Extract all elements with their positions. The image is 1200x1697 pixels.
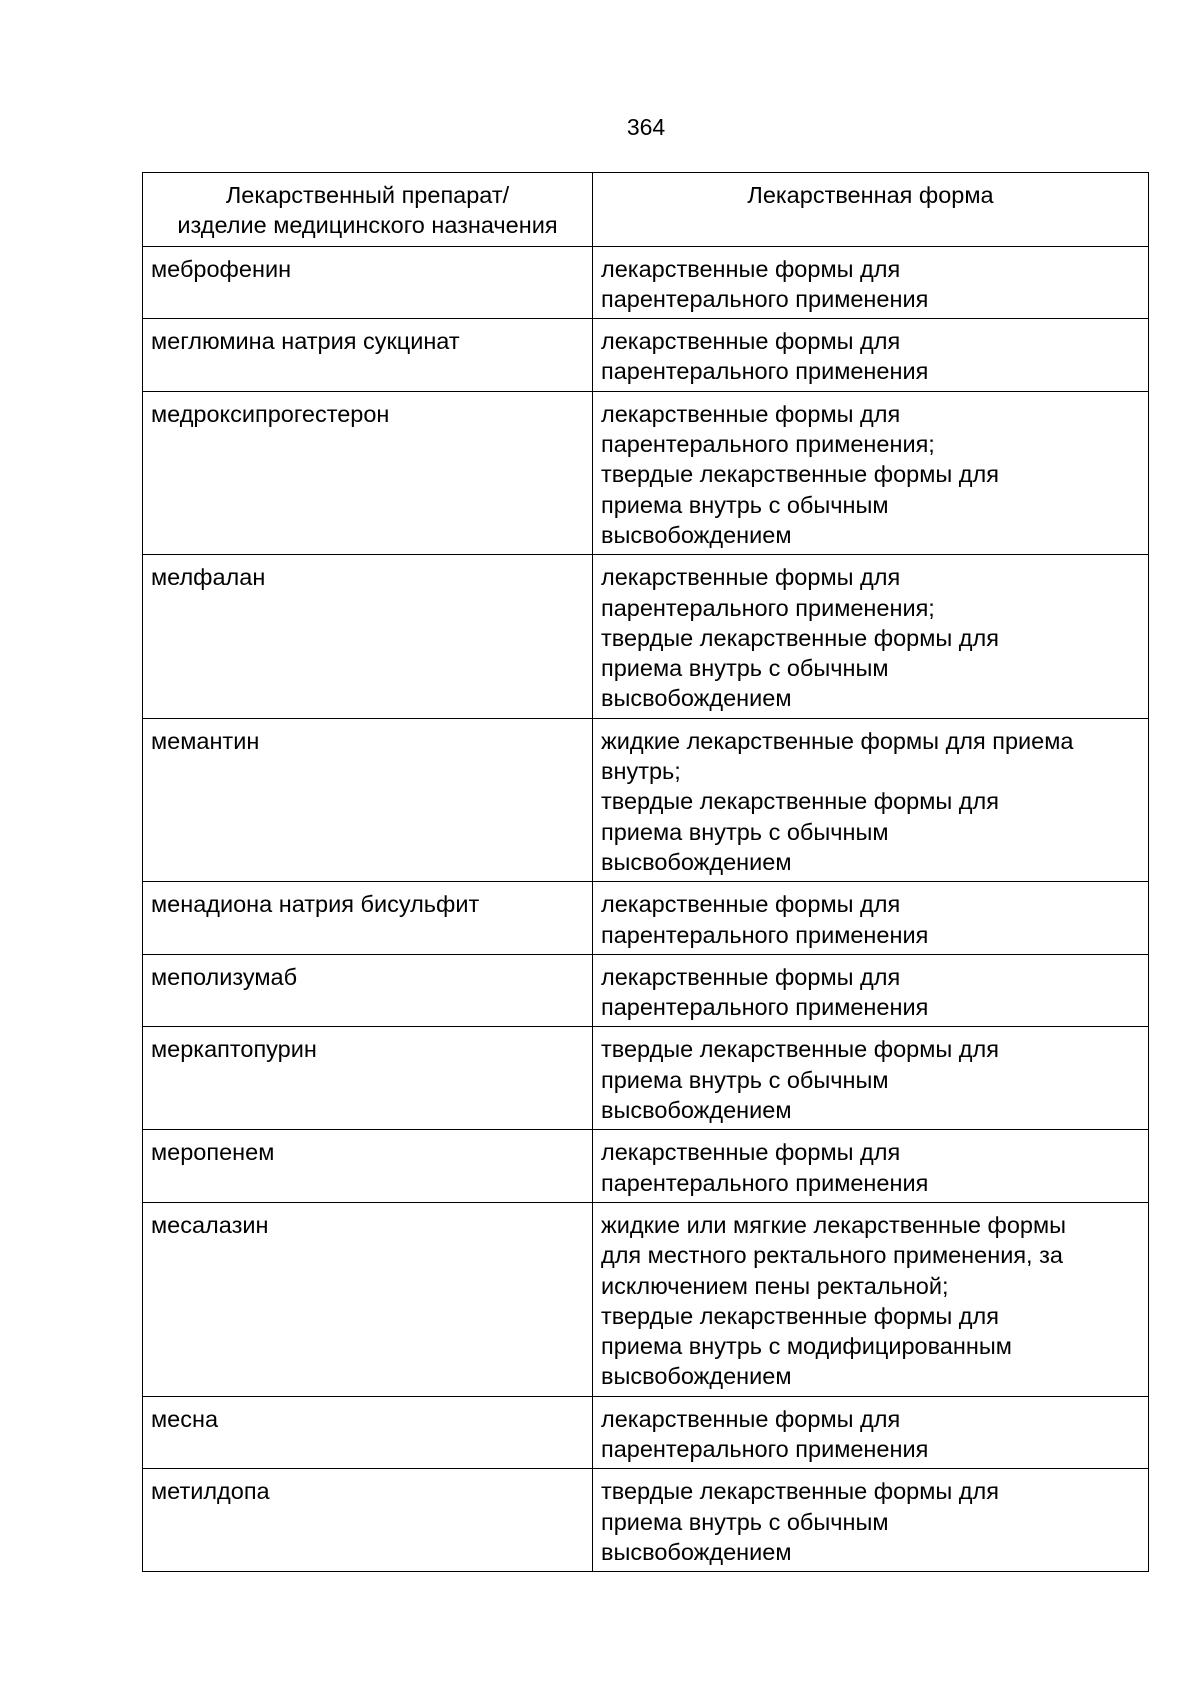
dosage-form-cell xyxy=(593,718,1149,881)
table-header-row xyxy=(143,173,1149,247)
dosage-form-line: твердые лекарственные формы для xyxy=(601,1478,999,1505)
header-drug xyxy=(143,173,593,247)
dosage-form-line: лекарственные формы для xyxy=(601,963,901,990)
dosage-form-cell xyxy=(593,1469,1149,1572)
drug-name-cell xyxy=(143,391,593,554)
table-row xyxy=(143,391,1149,554)
dosage-form-line: высвобождением xyxy=(601,1538,792,1565)
dosage-form-line: твердые лекарственные формы для xyxy=(601,1302,999,1329)
dosage-form-cell xyxy=(593,555,1149,718)
drug-name: меполизумаб xyxy=(151,963,298,990)
dosage-form-line: парентерального применения; xyxy=(601,431,935,458)
table-row xyxy=(143,555,1149,718)
table-body xyxy=(143,246,1149,1572)
drug-name: месна xyxy=(151,1405,219,1432)
dosage-form-line: для местного ректального применения, за xyxy=(601,1242,1063,1269)
dosage-form-line: исключением пены ректальной; xyxy=(601,1272,949,1299)
dosage-form-line: лекарственные формы для xyxy=(601,328,901,355)
dosage-form-cell xyxy=(593,319,1149,392)
dosage-form-line: внутрь; xyxy=(601,758,681,785)
dosage-form-line: приема внутрь с обычным xyxy=(601,491,889,518)
dosage-form-line: лекарственные формы для xyxy=(601,891,901,918)
drug-name: меглюмина натрия сукцинат xyxy=(151,328,460,355)
header-form-line: Лекарственная форма xyxy=(747,182,994,208)
dosage-form-line: высвобождением xyxy=(601,848,792,875)
dosage-form-line: приема внутрь с обычным xyxy=(601,818,889,845)
drug-name-cell xyxy=(143,718,593,881)
table-row xyxy=(143,1130,1149,1203)
dosage-form-line: твердые лекарственные формы для xyxy=(601,1036,999,1063)
table-row xyxy=(143,1027,1149,1130)
drug-name: месалазин xyxy=(151,1211,269,1238)
dosage-form-line: высвобождением xyxy=(601,1097,792,1124)
dosage-form-line: лекарственные формы для xyxy=(601,1405,901,1432)
dosage-form-line: парентерального применения xyxy=(601,994,929,1021)
drug-name: медроксипрогестерон xyxy=(151,400,390,427)
dosage-form-line: лекарственные формы для xyxy=(601,255,901,282)
dosage-form-line: лекарственные формы для xyxy=(601,564,901,591)
dosage-form-cell xyxy=(593,391,1149,554)
table-row xyxy=(143,1396,1149,1469)
table-row xyxy=(143,718,1149,881)
dosage-form-line: парентерального применения xyxy=(601,921,929,948)
drug-name-cell xyxy=(143,555,593,718)
table-row xyxy=(143,1202,1149,1396)
drug-name-cell xyxy=(143,1469,593,1572)
drug-name-cell xyxy=(143,1202,593,1396)
table-row xyxy=(143,1469,1149,1572)
drug-name: менадиона натрия бисульфит xyxy=(151,891,480,918)
drug-name: меркаптопурин xyxy=(151,1036,317,1063)
dosage-form-line: жидкие или мягкие лекарственные формы xyxy=(601,1211,1067,1238)
dosage-form-line: приема внутрь с обычным xyxy=(601,655,889,682)
drug-name: меброфенин xyxy=(151,255,292,282)
drug-name: меропенем xyxy=(151,1139,275,1166)
drug-name-cell xyxy=(143,1130,593,1203)
dosage-form-line: парентерального применения xyxy=(601,358,929,385)
dosage-form-line: парентерального применения; xyxy=(601,594,935,621)
dosage-form-cell xyxy=(593,1396,1149,1469)
table-row xyxy=(143,954,1149,1027)
dosage-form-line: высвобождением xyxy=(601,1363,792,1390)
drug-name-cell xyxy=(143,882,593,955)
dosage-form-cell xyxy=(593,246,1149,319)
dosage-form-line: жидкие лекарственные формы для приема xyxy=(601,727,1074,754)
drug-name-cell xyxy=(143,1027,593,1130)
dosage-form-line: высвобождением xyxy=(601,685,792,712)
drug-name-cell xyxy=(143,319,593,392)
dosage-form-line: приема внутрь с обычным xyxy=(601,1066,889,1093)
dosage-form-line: твердые лекарственные формы для xyxy=(601,461,999,488)
drug-name: мемантин xyxy=(151,727,260,754)
table-row xyxy=(143,246,1149,319)
drug-name-cell xyxy=(143,246,593,319)
dosage-form-cell xyxy=(593,882,1149,955)
header-drug-line: Лекарственный препарат/ xyxy=(225,182,510,208)
dosage-form-cell xyxy=(593,1202,1149,1396)
dosage-form-line: твердые лекарственные формы для xyxy=(601,788,999,815)
dosage-form-line: высвобождением xyxy=(601,521,792,548)
dosage-form-cell xyxy=(593,954,1149,1027)
dosage-form-line: лекарственные формы для xyxy=(601,400,901,427)
page-number: 364 xyxy=(626,114,666,140)
drug-name-cell xyxy=(143,1396,593,1469)
table-row xyxy=(143,319,1149,392)
dosage-form-line: парентерального применения xyxy=(601,1435,929,1462)
drug-form-table xyxy=(142,172,1149,1572)
dosage-form-line: парентерального применения xyxy=(601,1169,929,1196)
dosage-form-line: приема внутрь с обычным xyxy=(601,1508,889,1535)
dosage-form-line: приема внутрь с модифицированным xyxy=(601,1333,1012,1360)
dosage-form-cell xyxy=(593,1130,1149,1203)
header-drug-line: изделие медицинского назначения xyxy=(177,212,558,239)
drug-name: метилдопа xyxy=(151,1478,270,1505)
dosage-form-cell xyxy=(593,1027,1149,1130)
header-form xyxy=(593,173,1149,247)
drug-name: мелфалан xyxy=(151,564,266,591)
drug-name-cell xyxy=(143,954,593,1027)
dosage-form-line: парентерального применения xyxy=(601,285,929,312)
table-row xyxy=(143,882,1149,955)
dosage-form-line: твердые лекарственные формы для xyxy=(601,624,999,651)
dosage-form-line: лекарственные формы для xyxy=(601,1139,901,1166)
